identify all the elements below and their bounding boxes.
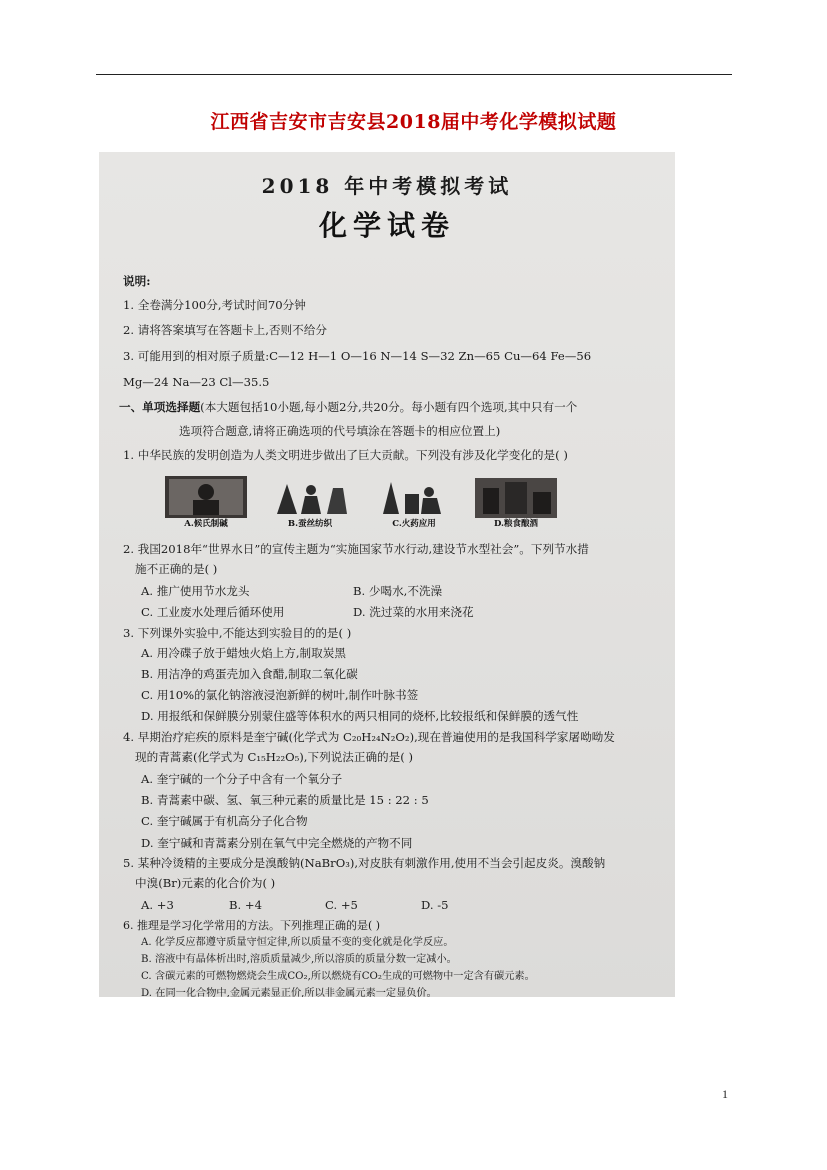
q1-caption-c: C.火药应用	[392, 519, 436, 529]
note-3: 3. 可能用到的相对原子质量:C—12 H—1 O—16 N—14 S—32 Zn—65 Cu—64 Fe—56	[123, 349, 592, 363]
note-2: 2. 请将答案填写在答题卡上,否则不给分	[123, 323, 327, 337]
q2-option-a: A. 推广使用节水龙头	[141, 584, 250, 598]
note-1: 1. 全卷满分100分,考试时间70分钟	[123, 298, 306, 312]
q5-stem-1: 5. 某种冷烫精的主要成分是溴酸钠(NaBrO₃),对皮肤有刺激作用,使用不当会引起皮炎。溴酸钠	[123, 856, 606, 870]
section1-desc1: (本大题包括10小题,每小题2分,共20分。每小题有四个选项,其中只有一个	[200, 400, 578, 414]
q2-stem-2: 施不正确的是( )	[135, 562, 218, 576]
q1-image-a	[163, 474, 249, 536]
q6-option-c: C. 含碳元素的可燃物燃烧会生成CO₂,所以燃烧有CO₂生成的可燃物中一定含有碳元素。	[141, 971, 535, 982]
q3-stem: 3. 下列课外实验中,不能达到实验目的的是( )	[123, 626, 352, 640]
q5-option-c: C. +5	[325, 898, 358, 912]
exam-subtitle: 化学试卷	[318, 209, 455, 242]
q1-image-d	[473, 474, 559, 536]
page-number: 1	[722, 1087, 728, 1101]
q4-option-d: D. 奎宁碱和青蒿素分别在氧气中完全燃烧的产物不同	[141, 836, 413, 850]
q5-option-d: D. -5	[421, 898, 449, 912]
document-title: 江西省吉安市吉安县2018届中考化学模拟试题	[210, 111, 617, 133]
q4-stem-1: 4. 早期治疗疟疾的原料是奎宁碱(化学式为 C₂₀H₂₄N₂O₂),现在普遍使用的是我国科学家屠呦呦发	[123, 730, 615, 744]
q4-option-c: C. 奎宁碱属于有机高分子化合物	[141, 814, 308, 828]
q6-option-b: B. 溶液中有晶体析出时,溶质质量减少,所以溶质的质量分数一定减小。	[141, 954, 457, 965]
q2-option-c: C. 工业废水处理后循环使用	[141, 605, 285, 619]
q3-option-a: A. 用冷碟子放于蜡烛火焰上方,制取炭黑	[141, 646, 346, 660]
gunpowder-icon	[371, 474, 457, 520]
q1-image-row	[163, 474, 563, 536]
q4-stem-2: 现的青蒿素(化学式为 C₁₅H₂₂O₅),下列说法正确的是( )	[135, 750, 413, 764]
q1-caption-b: B.蚕丝纺织	[287, 519, 333, 529]
exam-photo	[99, 152, 675, 997]
q1-image-c	[371, 474, 457, 536]
q3-option-d: D. 用报纸和保鲜膜分别蒙住盛等体积水的两只相同的烧杯,比较报纸和保鲜膜的透气性	[141, 709, 579, 723]
silk-weaving-icon	[267, 474, 353, 520]
q5-option-b: B. +4	[229, 898, 262, 912]
q6-stem: 6. 推理是学习化学常用的方法。下列推理正确的是( )	[123, 919, 381, 932]
q1-caption-d: D.粮食酿酒	[493, 519, 539, 529]
brewing-icon	[473, 474, 559, 520]
q6-option-d: D. 在同一化合物中,金属元素显正价,所以非金属元素一定显负价。	[141, 988, 437, 997]
exam-title: 2018 年中考模拟考试	[261, 174, 513, 198]
q3-option-c: C. 用10%的氯化钠溶液浸泡新鲜的树叶,制作叶脉书签	[141, 688, 419, 702]
q4-option-a: A. 奎宁碱的一个分子中含有一个氧分子	[141, 772, 343, 786]
portrait-icon	[163, 474, 249, 520]
section1-desc2: 选项符合题意,请将正确选项的代号填涂在答题卡的相应位置上)	[179, 424, 501, 438]
q3-option-b: B. 用洁净的鸡蛋壳加入食醋,制取二氧化碳	[141, 667, 358, 681]
q1-caption-a: A.候氏制碱	[184, 519, 228, 529]
note-4: Mg—24 Na—23 Cl—35.5	[123, 375, 270, 389]
q1-stem: 1. 中华民族的发明创造为人类文明进步做出了巨大贡献。下列没有涉及化学变化的是( )	[123, 448, 568, 462]
notes-label: 说明:	[123, 274, 151, 288]
q4-option-b: B. 青蒿素中碳、氢、氧三种元素的质量比是 15 : 22 : 5	[141, 793, 429, 807]
q2-option-b: B. 少喝水,不洗澡	[353, 584, 443, 598]
q6-option-a: A. 化学反应都遵守质量守恒定律,所以质量不变的变化就是化学反应。	[141, 937, 454, 948]
section1-heading: 一、单项选择题	[119, 400, 201, 414]
q5-stem-2: 中溴(Br)元素的化合价为( )	[135, 876, 276, 890]
q2-option-d: D. 洗过菜的水用来浇花	[353, 605, 474, 619]
q5-option-a: A. +3	[141, 898, 174, 912]
header-rule	[96, 74, 732, 75]
section1-line1	[119, 402, 577, 414]
q1-image-b	[267, 474, 353, 536]
q2-stem-1: 2. 我国2018年“世界水日”的宣传主题为“实施国家节水行动,建设节水型社会”。下列节水措	[123, 542, 589, 556]
